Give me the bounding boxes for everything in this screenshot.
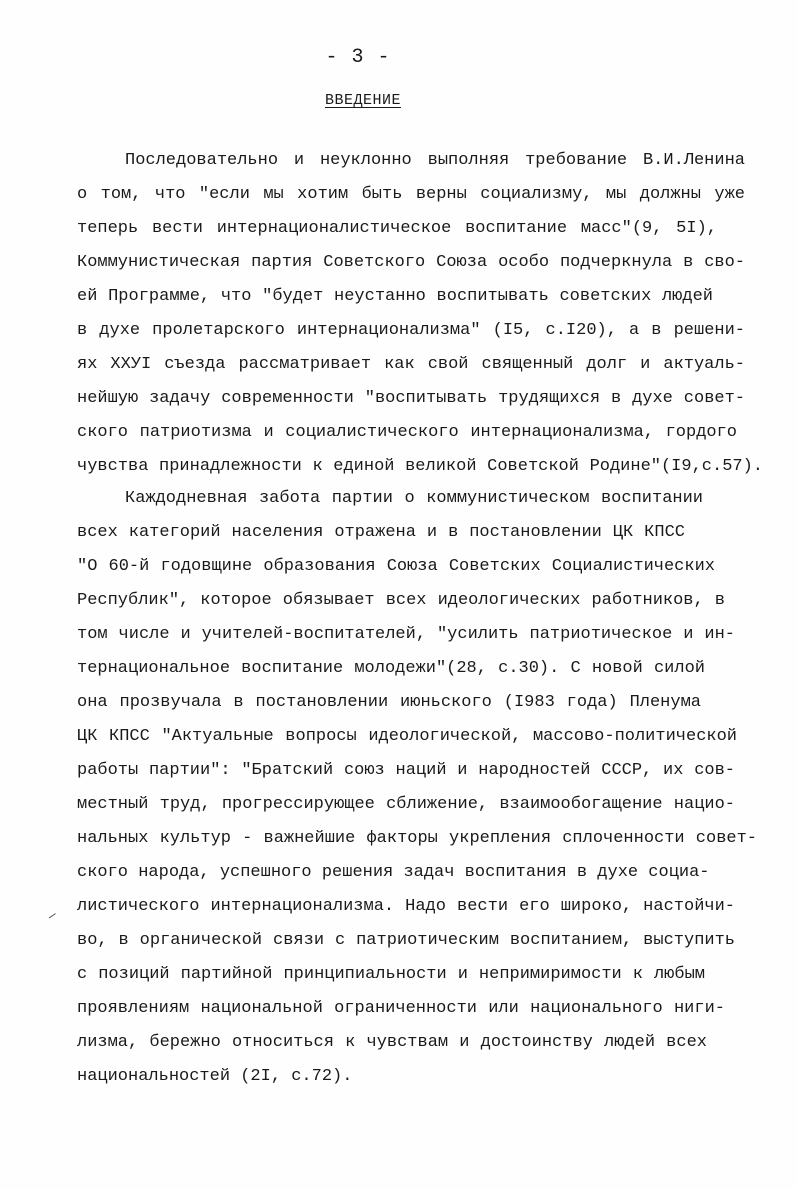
paragraph-line: теперь вести интернационалистическое воспитание масс"(9, 5I), — [77, 219, 717, 238]
paragraph-line: Коммунистическая партия Советского Союза особо подчеркнула в сво- — [77, 253, 745, 272]
paragraph-line: том числе и учителей-воспитателей, "усилить патриотическое и ин- — [77, 625, 735, 644]
paragraph-line: Каждодневная забота партии о коммунистическом воспитании — [125, 489, 703, 508]
paragraph-line: с позиций партийной принципиальности и непримиримости к любым — [77, 965, 705, 984]
paragraph-line: нейшую задачу современности "воспитывать трудящихся в духе совет- — [77, 389, 745, 408]
paragraph-line: всех категорий населения отражена и в постановлении ЦК КПСС — [77, 523, 685, 542]
pen-mark — [44, 907, 56, 919]
paragraph-line: проявлениям национальной ограниченности или национального ниги- — [77, 999, 725, 1018]
section-heading: ВВЕДЕНИЕ — [324, 92, 401, 109]
paragraph-line: она прозвучала в постановлении июньского (I983 года) Пленума — [77, 693, 701, 712]
paragraph-line: Республик", которое обязывает всех идеологических работников, в — [77, 591, 725, 610]
paragraph-line: ях XXУI съезда рассматривает как свой священный долг и актуаль- — [77, 355, 745, 374]
paragraph-line: тернациональное воспитание молодежи"(28, с.30). С новой силой — [77, 659, 705, 678]
paragraph-line: ского патриотизма и социалистического интернационализма, гордого — [77, 423, 737, 442]
paragraph-line: во, в органической связи с патриотическим воспитанием, выступить — [77, 931, 735, 950]
paragraph-line: местный труд, прогрессирующее сближение, взаимообогащение нацио- — [77, 795, 735, 814]
paragraph-line: ей Программе, что "будет неустанно воспитывать советских людей — [77, 287, 713, 306]
paragraph-line: ского народа, успешного решения задач воспитания в духе социа- — [77, 863, 710, 882]
paragraph-line: нальных культур - важнейшие факторы укрепления сплоченности совет- — [77, 829, 757, 848]
paragraph-line: в духе пролетарского интернационализма" (I5, с.I20), а в решени- — [77, 321, 745, 340]
paragraph-line: о том, что "если мы хотим быть верны социализму, мы должны уже — [77, 185, 745, 204]
paragraph-line: национальностей (2I, с.72). — [77, 1067, 353, 1086]
paragraph-line: лизма, бережно относиться к чувствам и достоинству людей всех — [77, 1033, 707, 1052]
paragraph-line: чувства принадлежности к единой великой Советской Родине"(I9,с.57). — [77, 457, 763, 476]
paragraph-line: работы партии": "Братский союз наций и народностей СССР, их сов- — [77, 761, 735, 780]
paragraph-line: ЦК КПСС "Актуальные вопросы идеологической, массово-политической — [77, 727, 737, 746]
page-number: - 3 - — [325, 46, 391, 69]
paragraph-line: Последовательно и неуклонно выполняя требование В.И.Ленина — [125, 151, 745, 170]
paragraph-line: "О 60-й годовщине образования Союза Советских Социалистических — [77, 557, 715, 576]
paragraph-line: листического интернационализма. Надо вести его широко, настойчи- — [77, 897, 735, 916]
